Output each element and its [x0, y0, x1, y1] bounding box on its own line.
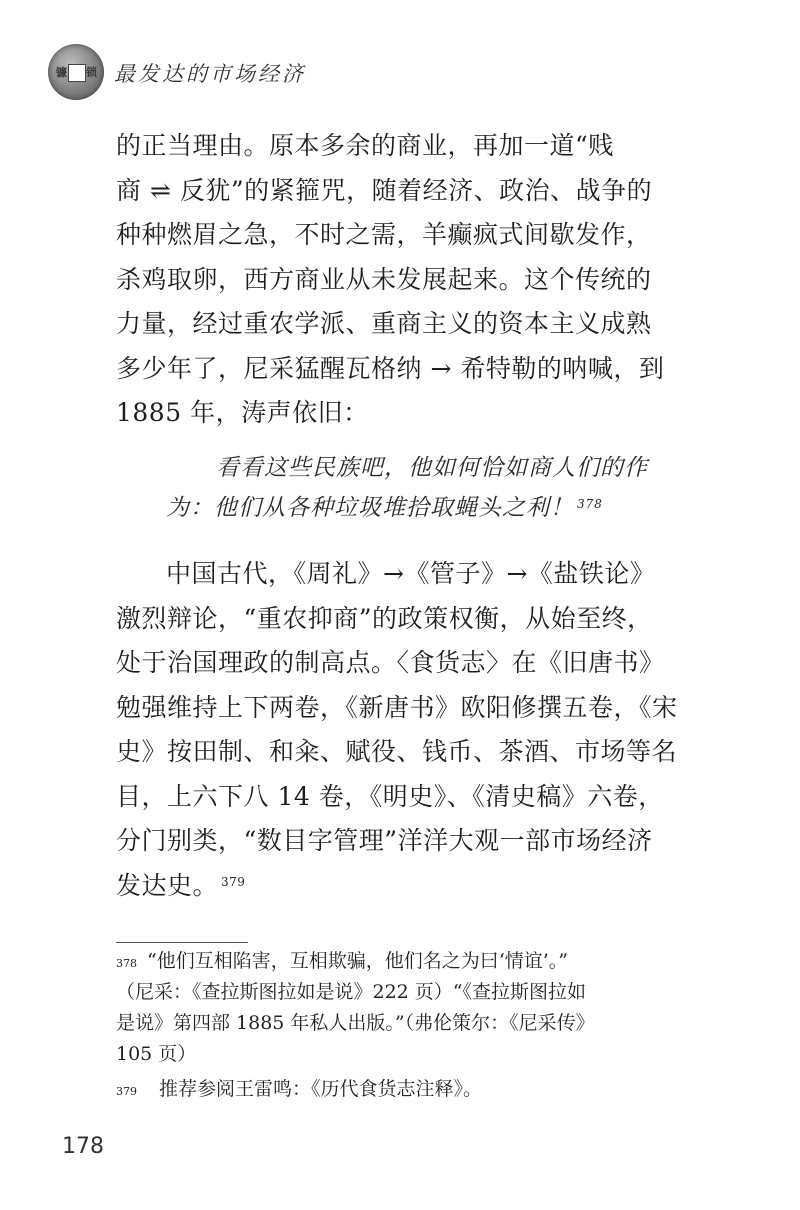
- footnote-separator: [116, 942, 248, 943]
- emblem-left-glyph: 镰: [56, 66, 67, 79]
- footnote-line: [116, 1074, 676, 1105]
- footnote-ref-378[interactable]: 378: [577, 497, 603, 511]
- text-line: 杀鸡取卵，西方商业从未发展起来。这个传统的: [116, 264, 652, 294]
- quote-line: [166, 488, 676, 528]
- footnote-ref-379[interactable]: 379: [221, 874, 246, 889]
- text-line: 的正当理由。原本多余的商业，再加一道“贱: [116, 131, 614, 160]
- running-header-title: 最发达的市场经济: [114, 62, 306, 86]
- footnote-379: [116, 1074, 676, 1105]
- text-line-content: 发达史。: [116, 870, 219, 900]
- footnote-number: 378: [116, 957, 137, 970]
- text-line: 勉强维持上下两卷，《新唐书》欧阳修撰五卷，《宋: [116, 692, 678, 722]
- page-number: 178: [62, 1134, 104, 1159]
- text-line: 力量，经过重农学派、重商主义的资本主义成熟: [116, 309, 652, 338]
- quote-line-text: 为：他们从各种垃圾堆拾取蝇头之利！: [166, 495, 574, 521]
- footnote-text: 推荐参阅王雷鸣：《历代食货志注释》。: [159, 1078, 483, 1100]
- text-line: 目，上六下八 14 卷，《明史》、《清史稿》六卷，: [116, 781, 664, 811]
- text-line: 处于治国理政的制高点。〈食货志〉在《旧唐书》: [116, 648, 665, 677]
- footnote-number: 379: [116, 1085, 137, 1098]
- body-paragraph-1: [116, 124, 672, 436]
- text-line: 种种燃眉之急，不时之需，羊癫疯式间歇发作，: [116, 220, 652, 249]
- footnote-line: 105 页）: [116, 1043, 197, 1065]
- quote-line: 看看这些民族吧，他如何恰如商人们的作: [216, 455, 648, 481]
- text-line: 分门别类，“数目字管理”洋洋大观一部市场经济: [116, 826, 653, 855]
- text-line: 商 ⇌ 反犹”的紧箍咒，随着经济、政治、战争的: [116, 175, 653, 205]
- footnote-line: （尼采：《查拉斯图拉如是说》222 页）“《查拉斯图拉如: [116, 981, 587, 1003]
- text-line: 激烈辩论，“重农抑商”的政策权衡，从始至终，: [116, 603, 653, 633]
- text-line: [116, 864, 672, 909]
- text-line: 中国古代，《周礼》→《管子》→《盐铁论》: [166, 559, 656, 588]
- footnote-378: [116, 946, 676, 1070]
- coin-emblem-icon: [48, 44, 104, 100]
- coin-square-hole: [68, 64, 86, 82]
- body-paragraph-2: [116, 552, 678, 908]
- footnote-text: “他们互相陷害，互相欺骗，他们名之为曰‘情谊’。”: [147, 950, 569, 972]
- block-quote: [166, 448, 676, 528]
- footnote-line: [116, 946, 676, 977]
- text-line: 史》按田制、和籴、赋役、钱币、茶酒、市场等名: [116, 737, 678, 766]
- emblem-right-glyph: 锁: [86, 66, 97, 79]
- footnote-line: 是说》第四部 1885 年私人出版。”（弗伦策尔：《尼采传》: [116, 1012, 595, 1034]
- text-line: 多少年了，尼采猛醒瓦格纳 → 希特勒的呐喊，到: [116, 353, 665, 383]
- text-line: 1885 年，涛声依旧：: [116, 398, 369, 427]
